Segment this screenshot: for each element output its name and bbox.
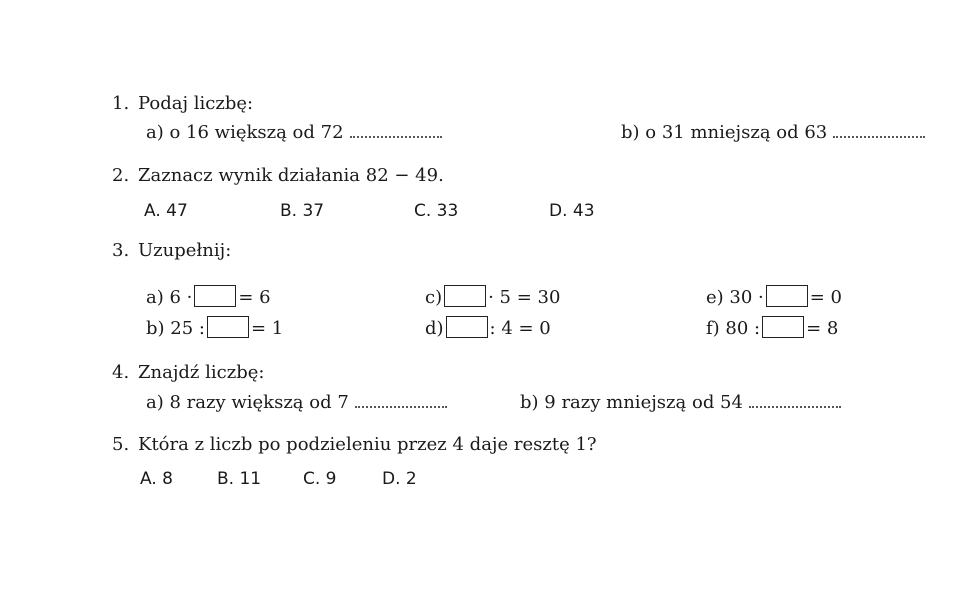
question-1-title — [112, 93, 253, 115]
question-5-option-d[interactable]: D. 2 — [382, 469, 417, 489]
subquestion-text: a) 8 razy większą od 7 — [146, 392, 349, 413]
question-5-title — [112, 434, 597, 456]
equation-prefix: a) 6 · — [146, 287, 193, 308]
answer-box[interactable] — [446, 316, 488, 338]
question-2-option-c[interactable]: C. 33 — [414, 201, 459, 221]
subquestion-text: b) o 31 mniejszą od 63 — [621, 122, 828, 143]
answer-blank[interactable] — [749, 402, 841, 408]
question-2-title — [112, 165, 444, 187]
question-number: 2. — [112, 165, 130, 186]
question-text: Uzupełnij: — [138, 240, 232, 261]
equation-suffix: · 5 = 30 — [488, 287, 561, 308]
question-number: 3. — [112, 240, 130, 261]
equation-c — [425, 285, 560, 309]
answer-box[interactable] — [762, 316, 804, 338]
question-4-title — [112, 362, 264, 384]
answer-blank[interactable] — [350, 132, 442, 138]
answer-blank[interactable] — [355, 402, 447, 408]
subquestion-text: b) 9 razy mniejszą od 54 — [520, 392, 743, 413]
answer-box[interactable] — [766, 285, 808, 307]
question-number: 4. — [112, 362, 130, 383]
question-number: 1. — [112, 93, 130, 114]
equation-prefix: b) 25 : — [146, 318, 205, 339]
equation-suffix: = 0 — [809, 287, 843, 308]
question-text: Zaznacz wynik działania 82 − 49. — [138, 165, 444, 186]
question-5-option-a[interactable]: A. 8 — [140, 469, 173, 489]
question-3-title — [112, 240, 231, 262]
question-number: 5. — [112, 434, 130, 455]
equation-prefix: c) — [425, 287, 443, 308]
equation-prefix: e) 30 · — [706, 287, 764, 308]
equation-prefix: f) 80 : — [706, 318, 761, 339]
question-1a — [146, 122, 442, 144]
question-2-option-d[interactable]: D. 43 — [549, 201, 595, 221]
equation-prefix: d) — [425, 318, 444, 339]
equation-suffix: = 8 — [806, 318, 839, 339]
answer-box[interactable] — [194, 285, 236, 307]
question-4b — [520, 392, 841, 414]
equation-suffix: : 4 = 0 — [489, 318, 551, 339]
equation-e — [706, 285, 842, 309]
equation-d — [425, 316, 551, 340]
equation-a — [146, 285, 271, 309]
question-text: Która z liczb po podzieleniu przez 4 daje resztę 1? — [138, 434, 597, 455]
equation-b — [146, 316, 283, 340]
answer-box[interactable] — [207, 316, 249, 338]
question-text: Podaj liczbę: — [138, 93, 254, 114]
equation-f — [706, 316, 838, 340]
question-1b — [621, 122, 925, 144]
question-5-option-c[interactable]: C. 9 — [303, 469, 337, 489]
equation-suffix: = 1 — [250, 318, 284, 339]
question-4a — [146, 392, 447, 414]
question-text: Znajdź liczbę: — [138, 362, 265, 383]
answer-box[interactable] — [444, 285, 486, 307]
question-2-option-b[interactable]: B. 37 — [280, 201, 325, 221]
question-2-option-a[interactable]: A. 47 — [144, 201, 188, 221]
answer-blank[interactable] — [833, 132, 925, 138]
subquestion-text: a) o 16 większą od 72 — [146, 122, 344, 143]
equation-suffix: = 6 — [238, 287, 271, 308]
question-5-option-b[interactable]: B. 11 — [217, 469, 262, 489]
